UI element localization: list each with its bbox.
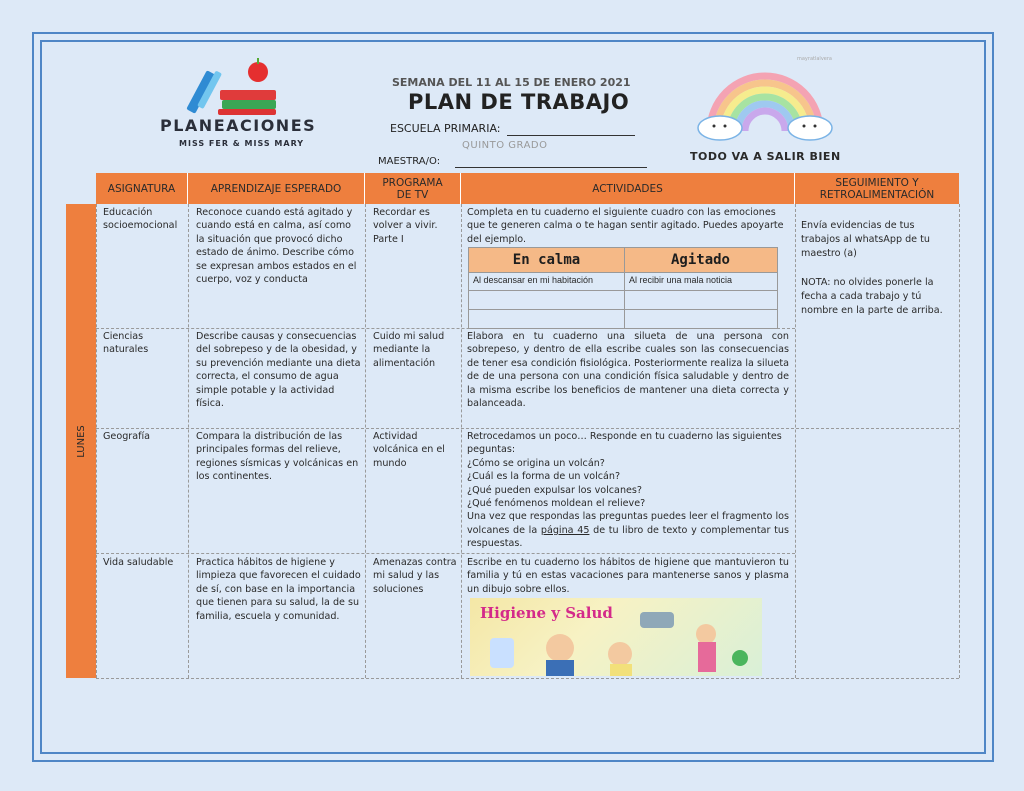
row2-subject: Ciencias naturales: [103, 331, 149, 356]
school-label: ESCUELA PRIMARIA:: [390, 122, 501, 135]
row1-subject: Educación socioemocional: [103, 207, 178, 232]
grid-line: [96, 204, 97, 678]
hygiene-illustration-title: Higiene y Salud: [480, 604, 613, 622]
motto: TODO VA A SALIR BIEN: [690, 150, 841, 163]
brand-subtitle: MISS FER & MISS MARY: [179, 139, 305, 148]
grid-line: [96, 553, 795, 554]
grid-line: [959, 204, 960, 678]
emotions-row-divider: [469, 272, 777, 273]
author-signature: mayratlalvera: [797, 56, 832, 62]
emotions-col-divider: [624, 248, 625, 328]
day-label: LUNES: [66, 204, 96, 678]
followup-note: NOTA: no olvides ponerle la fecha a cada trabajo y tú nombre en la parte de arriba.: [801, 277, 943, 316]
col-header-activities: ACTIVIDADES: [461, 173, 795, 204]
row3-activities: [467, 430, 789, 551]
grid-line: [795, 204, 796, 678]
geo-question: ¿Qué fenómenos moldean el relieve?: [467, 498, 646, 510]
row2-activities: Elabora en tu cuaderno una silueta de una persona con sobrepeso, y dentro de ella escribe cuales son las consecuencias de tener esa condición fisiológica. Posteriormente realiza la silueta de de una persona con una condición física saludable y dentro de la misma escribe los beneficios de mantener una dieta correcta y balanceada.: [467, 331, 789, 410]
emotions-table: [468, 247, 778, 329]
geo-question: ¿Cómo se origina un volcán?: [467, 457, 605, 469]
teacher-label: MAESTRA/O:: [378, 156, 441, 167]
hygiene-illustration: [470, 598, 762, 676]
grade-label: QUINTO GRADO: [462, 140, 548, 151]
row3-tv: Actividad volcánica en el mundo: [373, 431, 445, 469]
teacher-blank-line: [455, 167, 647, 168]
row1-tv: Recordar es volver a vivir. Parte I: [373, 207, 438, 245]
page-title: PLAN DE TRABAJO: [408, 90, 630, 114]
emotions-header-agitated: Agitado: [624, 248, 777, 272]
brand-title: PLANEACIONES: [160, 116, 317, 135]
grid-line: [365, 204, 366, 678]
emotions-example-agitated: Al recibir una mala noticia: [629, 275, 733, 285]
row1-activities: Completa en tu cuaderno el siguiente cuadro con las emociones que te generen calma o te hagan sentir agitado. Puedes apoyarte del ejemplo.: [467, 207, 784, 245]
row3-learning: Compara la distribución de las principales formas del relieve, regiones sísmicas y volcánicas en los continentes.: [196, 431, 359, 483]
col-header-followup: SEGUIMIENTO Y RETROALIMENTACIÓN: [795, 173, 959, 204]
row4-learning: Practica hábitos de higiene y limpieza que favorecen el cuidado de sí, con base en la importancia que tienen para su salud, la de su familia, escuela y comunidad.: [196, 557, 361, 622]
grid-line: [96, 428, 959, 429]
row3-activities-end: Una vez que respondas las preguntas puedes leer el fragmento los volcanes de la página 45 de tu libro de texto y complementar tus respuestas.: [467, 511, 789, 550]
emotions-row-divider: [469, 290, 777, 291]
col-header-subject: ASIGNATURA: [96, 173, 188, 204]
followup-text: Envía evidencias de tus trabajos al whatsApp de tu maestro (a): [801, 220, 930, 259]
week-label: SEMANA DEL 11 AL 15 DE ENERO 2021: [392, 76, 631, 89]
emotions-header-calm: En calma: [469, 248, 624, 272]
rainbow-clouds-icon: [690, 56, 840, 151]
row4-tv: Amenazas contra mi salud y las soluciones: [373, 557, 457, 595]
emotions-row-divider: [469, 309, 777, 310]
row4-subject: Vida saludable: [103, 557, 174, 568]
grid-line: [188, 204, 189, 678]
row2-learning: Describe causas y consecuencias del sobrepeso y de la obesidad, y su prevención mediante una dieta correcta, el consumo de agua simple potable y la actividad física.: [196, 331, 361, 410]
row4-activities: Escribe en tu cuaderno los hábitos de higiene que mantuvieron tu familia y tú en estas vacaciones para mantenerse sanos y plasma un dibujo sobre ellos.: [467, 557, 789, 595]
row1-learning: Reconoce cuando está agitado y cuando está en calma, así como la situación que provocó dicho estado de ánimo. Describe cómo se expresan ambos estados en el cuerpo, voz y conducta: [196, 207, 357, 286]
geo-question: ¿Cuál es la forma de un volcán?: [467, 471, 621, 483]
col-header-learning: APRENDIZAJE ESPERADO: [188, 173, 365, 204]
row3-activities-intro: Retrocedamos un poco… Responde en tu cuaderno las siguientes peguntas:: [467, 431, 782, 456]
school-blank-line: [507, 135, 635, 136]
emotions-example-calm: Al descansar en mi habitación: [473, 275, 594, 285]
geo-question: ¿Qué pueden expulsar los volcanes?: [467, 484, 643, 496]
hygiene-scene-icon: [470, 598, 762, 676]
grid-line: [96, 678, 959, 679]
row3-subject: Geografía: [103, 431, 151, 442]
row2-tv: Cuido mi salud mediante la alimentación: [373, 331, 445, 369]
grid-line: [461, 204, 462, 678]
col-header-tv: PROGRAMA DE TV: [365, 173, 461, 204]
textbook-page-link[interactable]: página 45: [540, 524, 590, 536]
